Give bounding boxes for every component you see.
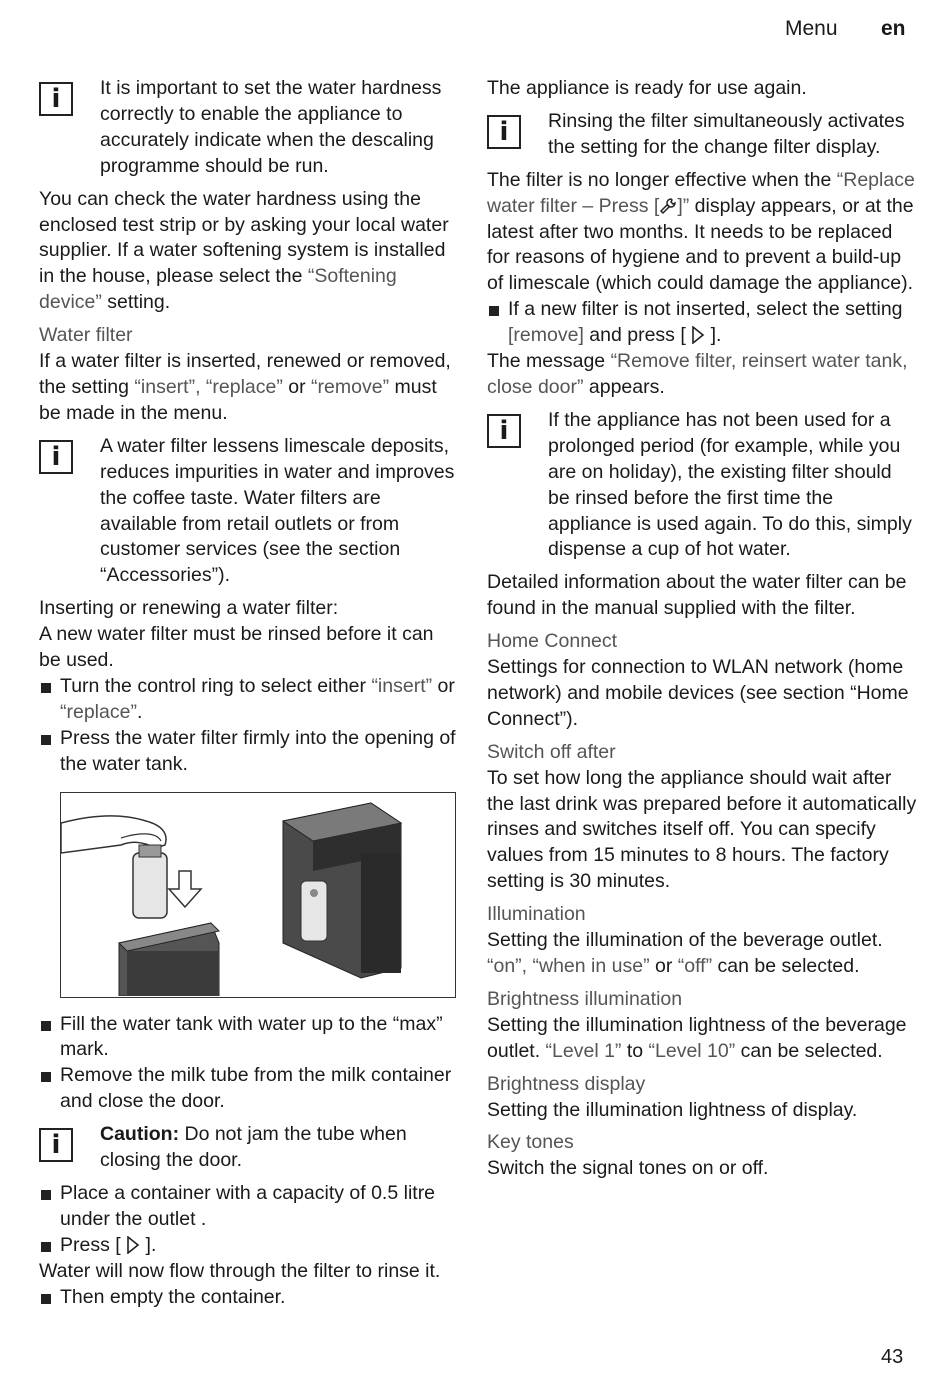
info-text: A water filter lessens limescale deposits, reduces impurities in water and improves the coffee taste. Water filters are available from retail outlets or from customer services (see the section “Accessories”). bbox=[100, 434, 455, 587]
paragraph: Detailed information about the water filter can be found in the manual supplied with the filter. bbox=[487, 571, 907, 620]
section-heading-key-tones: Key tones bbox=[487, 1131, 574, 1154]
page-number: 43 bbox=[881, 1346, 904, 1368]
paragraph: A new water filter must be rinsed before it can be used. bbox=[39, 623, 434, 672]
paragraph: Setting the illumination of the beverage outlet. “on”, “when in use” or “off” can be selected. bbox=[487, 929, 883, 977]
wrench-icon bbox=[659, 197, 677, 215]
paragraph: The filter is no longer effective when the “Replace water filter – Press [ ]” display appears, or at the latest after two months. It needs to be replaced for reasons of hygiene and to prevent a build-up of limescale (which could damage the appliance). bbox=[487, 168, 915, 295]
info-text: If the appliance has not been used for a prolonged period (for example, while you are on holiday), the existing filter should be rinsed before the first time the appliance is used again. To do this, simply dispense a cup of hot water. bbox=[548, 408, 912, 561]
start-play-icon bbox=[691, 326, 705, 344]
info-icon: i bbox=[39, 1128, 73, 1162]
list-item: Fill the water tank with water up to the “max” mark. bbox=[39, 1012, 459, 1064]
section-heading-switch-off: Switch off after bbox=[487, 740, 616, 763]
info-icon: i bbox=[487, 115, 521, 149]
header-language-label: en bbox=[881, 17, 906, 40]
list-item: Turn the control ring to select either “insert” or “replace”. bbox=[39, 674, 459, 726]
paragraph: Setting the illumination lightness of display. bbox=[487, 1098, 858, 1121]
info-text: Rinsing the filter simultaneously activates the setting for the change filter display. bbox=[548, 109, 905, 158]
info-text: It is important to set the water hardness correctly to enable the appliance to accurately indicate when the descaling programme should be run. bbox=[100, 77, 442, 177]
section-heading-brightness-illumination: Brightness illumination bbox=[487, 987, 683, 1010]
paragraph: To set how long the appliance should wait after the last drink was prepared before it automatically rinses and switches itself off. You can specify values from 15 minutes to 8 hours. The factory setting is 30 minutes. bbox=[487, 766, 917, 893]
list-item: Remove the milk tube from the milk container and close the door. bbox=[39, 1063, 459, 1115]
info-icon: i bbox=[39, 440, 73, 474]
paragraph: If a water filter is inserted, renewed or removed, the setting “insert”, “replace” or “remove” must be made in the menu. bbox=[39, 350, 451, 424]
list-item: Place a container with a capacity of 0.5 litre under the outlet . bbox=[39, 1181, 459, 1233]
list-item: If a new filter is not inserted, select the setting [remove] and press [ ]. bbox=[487, 297, 917, 349]
paragraph: Setting the illumination lightness of the beverage outlet. “Level 1” to “Level 10” can be selected. bbox=[487, 1013, 907, 1062]
left-column bbox=[39, 76, 459, 1311]
info-icon: i bbox=[39, 82, 73, 116]
section-heading-home-connect: Home Connect bbox=[487, 630, 618, 653]
info-note bbox=[487, 408, 917, 563]
paragraph: Water will now flow through the filter to rinse it. bbox=[39, 1259, 441, 1282]
section-heading-illumination: Illumination bbox=[487, 903, 586, 926]
caution-text: Caution: Do not jam the tube when closing the door. bbox=[100, 1123, 407, 1172]
section-heading-water-filter: Water filter bbox=[39, 324, 133, 347]
paragraph: The appliance is ready for use again. bbox=[487, 77, 807, 99]
section-heading-brightness-display: Brightness display bbox=[487, 1072, 646, 1095]
paragraph: Settings for connection to WLAN network (home network) and mobile devices (see section “Home Connect”). bbox=[487, 656, 909, 730]
list-item: Then empty the container. bbox=[39, 1285, 459, 1311]
info-icon: i bbox=[487, 414, 521, 448]
paragraph: You can check the water hardness using the enclosed test strip or by asking your local water supplier. If a water softening system is installed in the house, please select the “Softening device” setting. bbox=[39, 187, 449, 314]
right-column bbox=[487, 76, 917, 1182]
header-menu-label: Menu bbox=[785, 17, 838, 40]
water-filter-illustration bbox=[60, 792, 456, 998]
list-item: Press the water filter firmly into the opening of the water tank. bbox=[39, 726, 459, 778]
list-item: Press [ ]. bbox=[39, 1233, 459, 1259]
start-play-icon bbox=[126, 1236, 140, 1254]
info-note bbox=[39, 76, 459, 180]
paragraph: The message “Remove filter, reinsert water tank, close door” appears. bbox=[487, 350, 908, 398]
paragraph: Inserting or renewing a water filter: bbox=[39, 597, 339, 620]
info-note bbox=[487, 109, 917, 161]
caution-note bbox=[39, 1122, 459, 1174]
paragraph: Switch the signal tones on or off. bbox=[487, 1157, 769, 1180]
info-note bbox=[39, 434, 459, 589]
